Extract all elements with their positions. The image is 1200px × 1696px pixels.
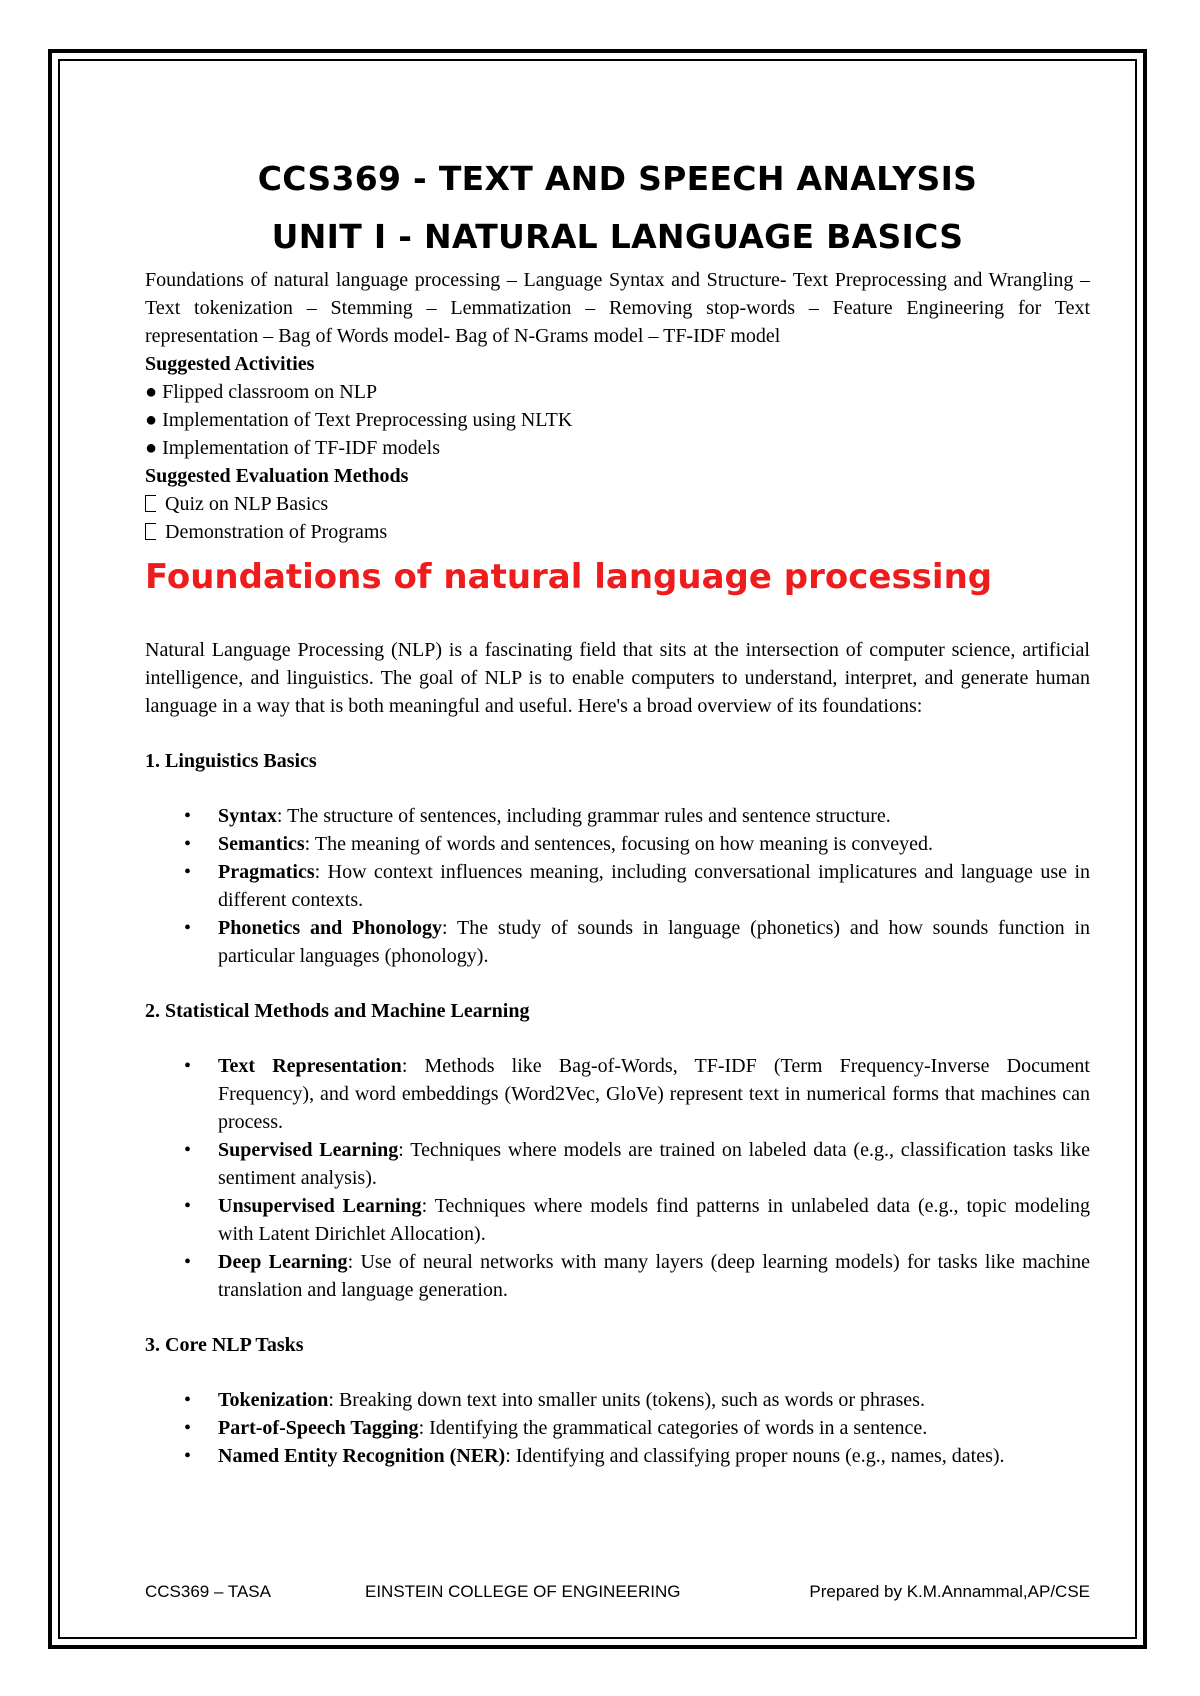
bullet-icon: •	[184, 1389, 192, 1411]
bullet-icon: •	[184, 917, 192, 939]
term: Syntax	[218, 805, 277, 827]
subsection-list	[145, 1052, 1090, 1304]
list-item: • Supervised Learning: Techniques where models are trained on labeled data (e.g., classification tasks like sentiment analysis).	[218, 1136, 1090, 1192]
term: Named Entity Recognition (NER)	[218, 1445, 506, 1467]
subsection-list	[145, 802, 1090, 970]
subsection-heading: 1. Linguistics Basics	[145, 750, 317, 772]
subsection-heading: 3. Core NLP Tasks	[145, 1334, 304, 1356]
term: Semantics	[218, 833, 305, 855]
list-item: • Pragmatics: How context influences meaning, including conversational implicatures and language use in different contexts.	[218, 858, 1090, 914]
bullet-icon: ●	[145, 437, 163, 459]
term: Phonetics and Phonology	[218, 917, 443, 939]
list-item: • Text Representation: Methods like Bag-of-Words, TF-IDF (Term Frequency-Inverse Document Frequency), and word embeddings (Word2Vec, GloVe) represent text in numerical forms that machines can process.	[218, 1052, 1090, 1136]
footer-college: EINSTEIN COLLEGE OF ENGINEERING	[365, 1582, 681, 1601]
list-item: • Semantics: The meaning of words and sentences, focusing on how meaning is conveyed.	[218, 830, 1090, 858]
bullet-icon: •	[184, 1139, 192, 1161]
list-item: • Syntax: The structure of sentences, including grammar rules and sentence structure.	[218, 802, 1090, 830]
activity-item: ● Flipped classroom on NLP	[145, 381, 378, 403]
term: Deep Learning	[218, 1251, 348, 1273]
bullet-icon: •	[184, 861, 192, 883]
activity-item: ● Implementation of Text Preprocessing using NLTK	[145, 409, 573, 431]
list-item: • Named Entity Recognition (NER): Identifying and classifying proper nouns (e.g., names, dates).	[218, 1442, 1090, 1470]
term: Part-of-Speech Tagging	[218, 1417, 419, 1439]
page-content	[145, 150, 1090, 1470]
bullet-icon: •	[184, 805, 192, 827]
list-item: • Part-of-Speech Tagging: Identifying the grammatical categories of words in a sentence.	[218, 1414, 1090, 1442]
footer-author: Prepared by K.M.Annammal,AP/CSE	[809, 1582, 1090, 1601]
term: Supervised Learning	[218, 1139, 399, 1161]
bullet-icon: •	[184, 1445, 192, 1467]
unit-title: UNIT I - NATURAL LANGUAGE BASICS	[271, 217, 964, 256]
checkbox-glyph-icon	[145, 495, 156, 512]
list-item: • Unsupervised Learning: Techniques where models find patterns in unlabeled data (e.g., topic modeling with Latent Dirichlet Allocation).	[218, 1192, 1090, 1248]
evaluation-item: Quiz on NLP Basics	[145, 490, 1090, 518]
bullet-icon: •	[184, 1251, 192, 1273]
activities-list	[145, 378, 1090, 462]
evaluation-item: Demonstration of Programs	[145, 518, 1090, 546]
bullet-icon: •	[184, 1055, 192, 1077]
checkbox-glyph-icon	[145, 523, 156, 540]
section-intro: Natural Language Processing (NLP) is a fascinating field that sits at the intersection of computer science, artificial intelligence, and linguistics. The goal of NLP is to enable computers to understand, interpret, and generate human language in a way that is both meaningful and useful. Here's a broad overview of its foundations:	[145, 639, 1090, 717]
term: Tokenization	[218, 1389, 329, 1411]
list-item: • Tokenization: Breaking down text into smaller units (tokens), such as words or phrases.	[218, 1386, 1090, 1414]
syllabus-topics: Foundations of natural language processing – Language Syntax and Structure- Text Preprocessing and Wrangling – Text tokenization – Stemming – Lemmatization – Removing stop-words – Feature Engineering for Text representation – Bag of Words model- Bag of N-Grams model – TF-IDF model	[145, 269, 1090, 347]
section-title: Foundations of natural language processing	[145, 557, 993, 597]
evaluation-label: Suggested Evaluation Methods	[145, 465, 409, 487]
term: Text Representation	[218, 1055, 402, 1077]
bullet-icon: •	[184, 1417, 192, 1439]
evaluation-list	[145, 490, 1090, 546]
subsection-list	[145, 1386, 1090, 1470]
term: Unsupervised Learning	[218, 1195, 422, 1217]
footer-course: CCS369 – TASA	[145, 1582, 271, 1601]
course-title: CCS369 - TEXT AND SPEECH ANALYSIS	[257, 159, 978, 198]
subsection-heading: 2. Statistical Methods and Machine Learning	[145, 1000, 530, 1022]
bullet-icon: ●	[145, 409, 163, 431]
bullet-icon: •	[184, 833, 192, 855]
list-item: • Phonetics and Phonology: The study of sounds in language (phonetics) and how sounds function in particular languages (phonology).	[218, 914, 1090, 970]
bullet-icon: ●	[145, 381, 163, 403]
bullet-icon: •	[184, 1195, 192, 1217]
term: Pragmatics	[218, 861, 315, 883]
activities-label: Suggested Activities	[145, 353, 315, 375]
list-item: • Deep Learning: Use of neural networks with many layers (deep learning models) for tasks like machine translation and language generation.	[218, 1248, 1090, 1304]
activity-item: ● Implementation of TF-IDF models	[145, 437, 441, 459]
